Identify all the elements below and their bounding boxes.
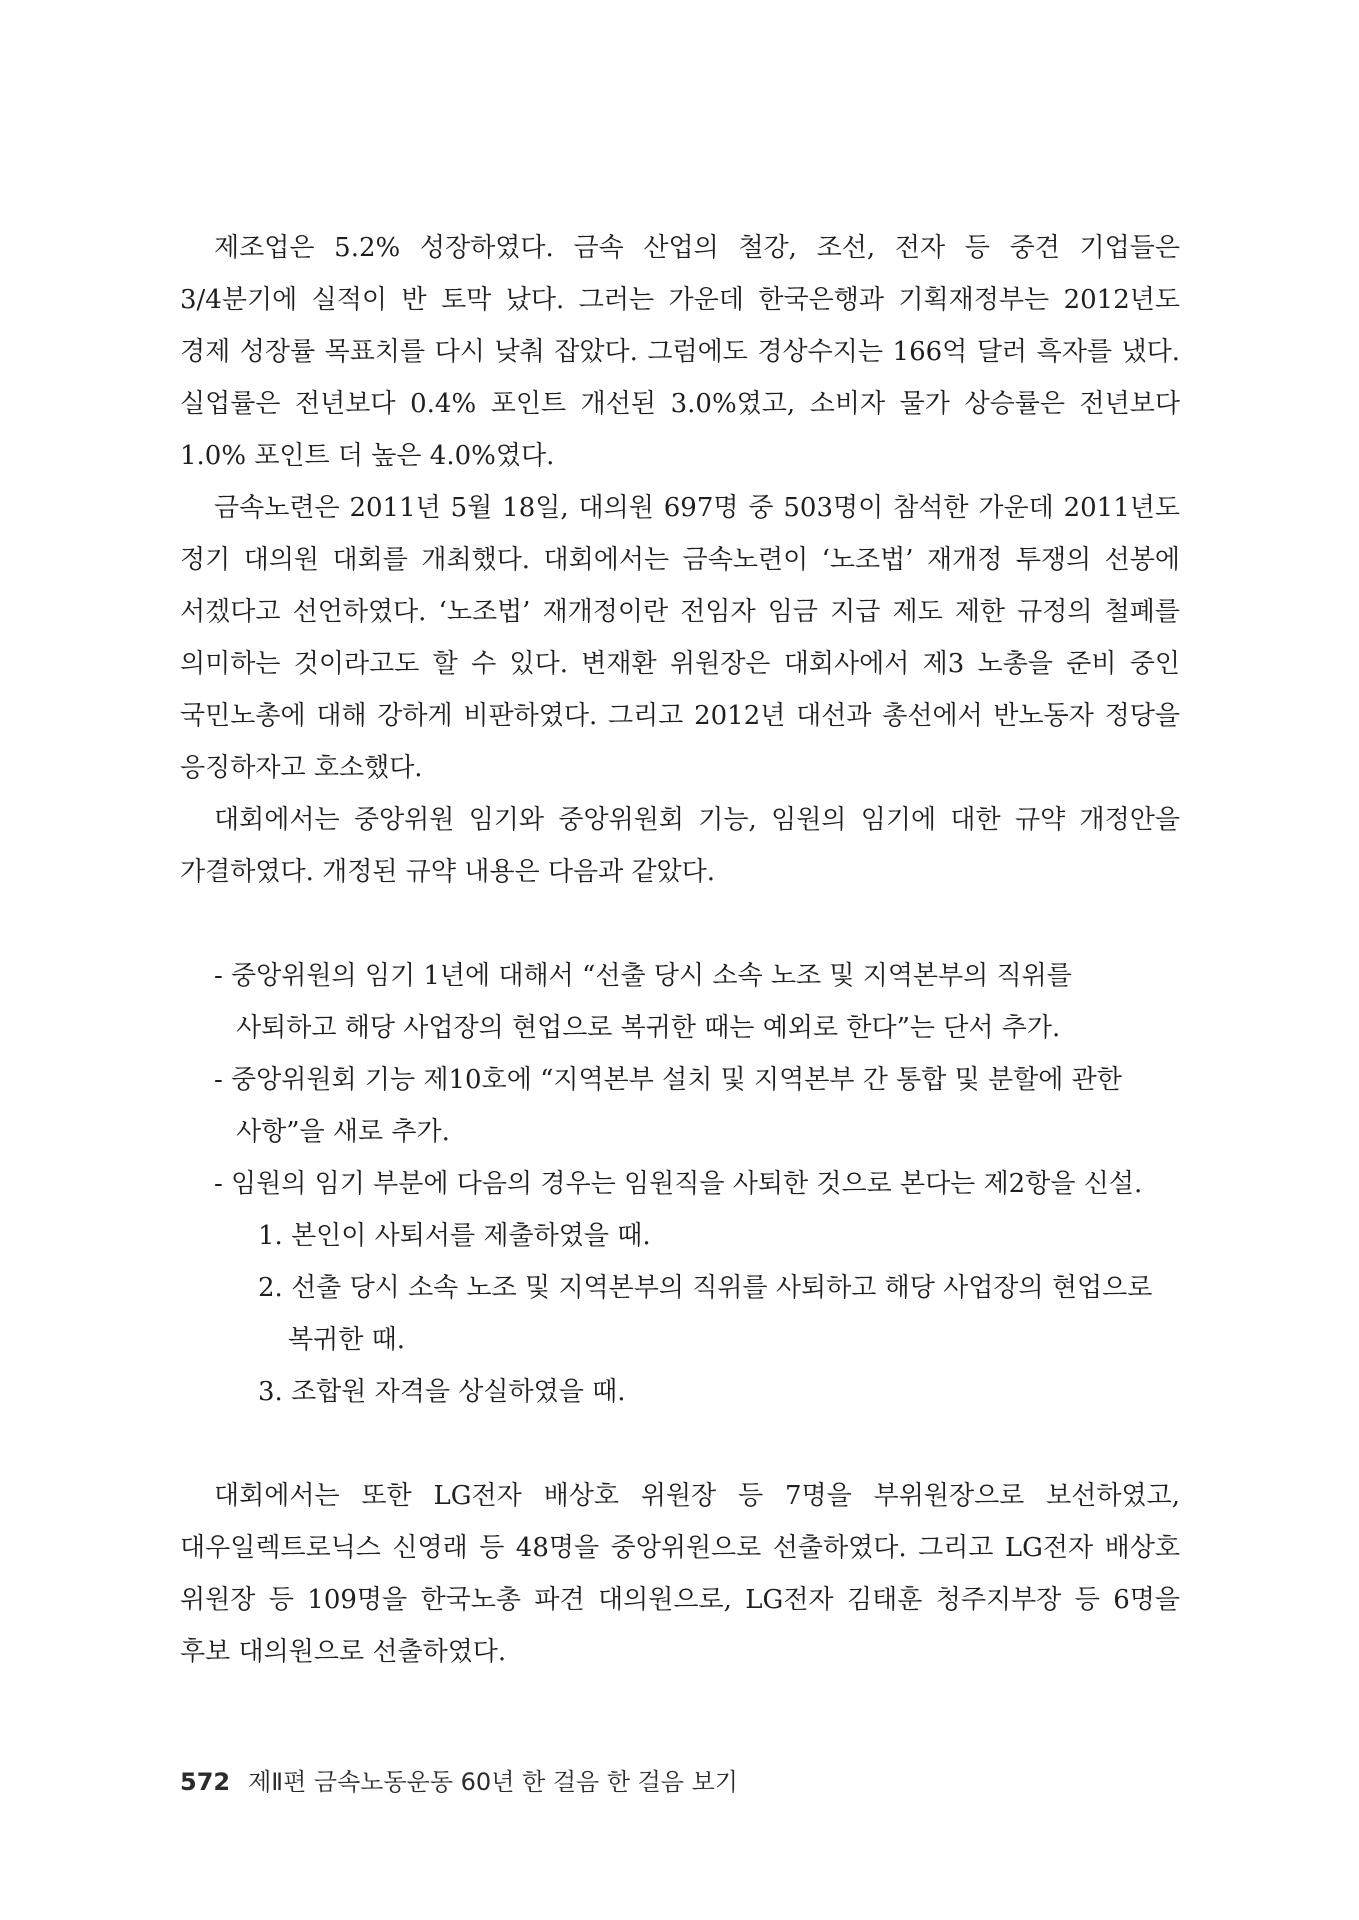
bylaw-changes-list bbox=[180, 950, 1180, 1418]
sub-list-item: 3. 조합원 자격을 상실하였을 때. bbox=[258, 1377, 626, 1407]
page-body bbox=[180, 222, 1180, 1678]
list-item-text: - 임원의 임기 부분에 다음의 경우는 임원직을 사퇴한 것으로 본다는 제2항을 신설. bbox=[214, 1169, 1143, 1199]
sub-list-item: 2. 선출 당시 소속 노조 및 지역본부의 직위를 사퇴하고 해당 사업장의 현업으로 복귀한 때. bbox=[258, 1273, 1153, 1355]
page-footer bbox=[180, 1762, 738, 1797]
paragraph-bylaw-intro: 대회에서는 중앙위원 임기와 중앙위원회 기능, 임원의 임기에 대한 규약 개정안을 가결하였다. 개정된 규약 내용은 다음과 같았다. bbox=[180, 805, 1180, 887]
paragraph-elections: 대회에서는 또한 LG전자 배상호 위원장 등 7명을 부위원장으로 보선하였고, 대우일렉트로닉스 신영래 등 48명을 중앙위원으로 선출하였다. 그리고 LG전자 배상호 위원장 등 109명을 한국노총 파견 대의원으로, LG전자 김태훈 청주지부장 등 6명을 후보 대의원으로 선출하였다. bbox=[180, 1481, 1180, 1667]
list-item: - 중앙위원회 기능 제10호에 “지역본부 설치 및 지역본부 간 통합 및 분할에 관한 사항”을 새로 추가. bbox=[214, 1065, 1122, 1147]
page-number: 572 bbox=[180, 1768, 231, 1796]
paragraph-economy: 제조업은 5.2% 성장하였다. 금속 산업의 철강, 조선, 전자 등 중견 기업들은 3/4분기에 실적이 반 토막 났다. 그러는 가운데 한국은행과 기획재정부는 2012년도 경제 성장률 목표치를 다시 낮춰 잡았다. 그럼에도 경상수지는 166억 달러 흑자를 냈다. 실업률은 전년보다 0.4% 포인트 개선된 3.0%였고, 소비자 물가 상승률은 전년보다 1.0% 포인트 더 높은 4.0%였다. bbox=[180, 233, 1180, 471]
spacer bbox=[180, 898, 1180, 950]
list-item bbox=[214, 1158, 1180, 1418]
spacer bbox=[180, 1418, 1180, 1470]
sub-list-item: 1. 본인이 사퇴서를 제출하였을 때. bbox=[258, 1221, 651, 1251]
paragraph-convention: 금속노련은 2011년 5월 18일, 대의원 697명 중 503명이 참석한 가운데 2011년도 정기 대의원 대회를 개최했다. 대회에서는 금속노련이 ‘노조법’ 재개정 투쟁의 선봉에 서겠다고 선언하였다. ‘노조법’ 재개정이란 전임자 임금 지급 제도 제한 규정의 철폐를 의미하는 것이라고도 할 수 있다. 변재환 위원장은 대회사에서 제3 노총을 준비 중인 국민노총에 대해 강하게 비판하였다. 그리고 2012년 대선과 총선에서 반노동자 정당을 응징하자고 호소했다. bbox=[180, 493, 1180, 783]
running-title: 제Ⅱ편 금속노동운동 60년 한 걸음 한 걸음 보기 bbox=[248, 1768, 738, 1796]
list-item: - 중앙위원의 임기 1년에 대해서 “선출 당시 소속 노조 및 지역본부의 직위를 사퇴하고 해당 사업장의 현업으로 복귀한 때는 예외로 한다”는 단서 추가. bbox=[214, 961, 1072, 1043]
resignation-conditions-list bbox=[236, 1210, 1180, 1418]
